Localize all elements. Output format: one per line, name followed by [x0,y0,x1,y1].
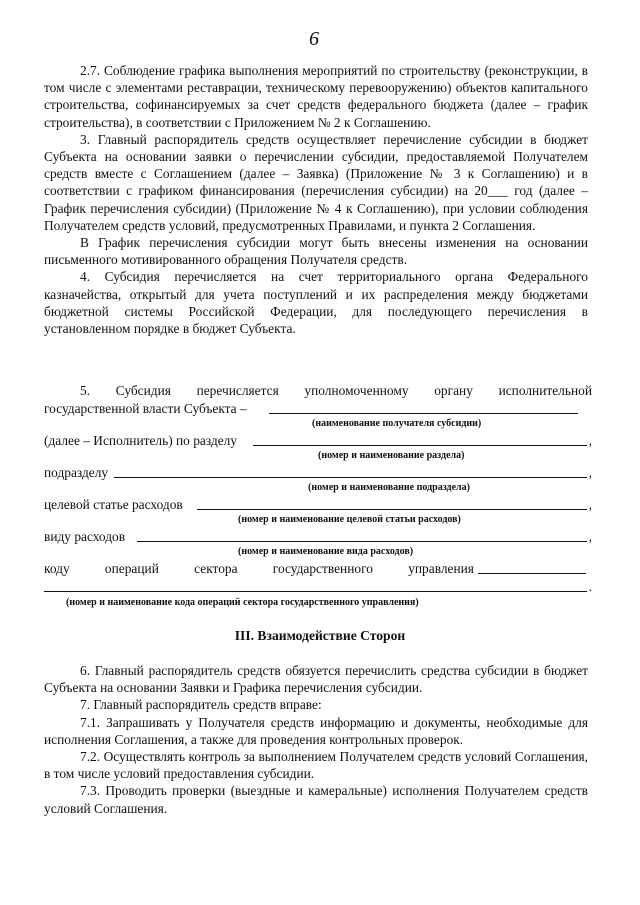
caption-subsection: (номер и наименование подраздела) [308,482,470,493]
type-comma: , [588,529,592,544]
target-blank [197,496,587,510]
code-words [44,560,474,577]
paragraphs-bottom [44,662,588,817]
subsection-field [44,464,592,481]
type-label: виду расходов [44,529,126,544]
code-blank-2 [44,578,587,592]
code-word-4: государственного [272,561,373,576]
subsection-comma: , [588,465,592,480]
paragraph-7-1: 7.1. Запрашивать у Получателя средств информацию и документы, необходимые для исполнения Соглашения, а также для проведения контрольных проверок. [44,714,588,747]
caption-type: (номер и наименование вида расходов) [238,546,414,557]
recipient-label: государственной власти Субъекта – [44,401,247,416]
paragraph-7-2: 7.2. Осуществлять контроль за выполнением Получателем средств условий Соглашения, в том числе условий предоставления субсидии. [44,749,588,782]
section-heading: III. Взаимодействие Сторон [234,628,406,643]
code-blank [478,560,586,574]
target-field [44,496,592,513]
paragraphs-top [44,62,588,337]
subsection-label: подразделу [44,465,109,480]
paragraph-5-line1: 5. Субсидия перечисляется уполномоченному органу исполнительной [80,383,592,398]
paragraph-4: 4. Субсидия перечисляется на счет территориального органа Федерального казначейства, открытый для учета поступлений и их распределения между бюджетами бюджетной системы Российской Федерации, для последующего перечисления в установленном порядке в бюджет Субъекта. [44,269,588,337]
code-word-1: коду [44,561,70,576]
paragraph-3: 3. Главный распорядитель средств осуществляет перечисление субсидии в бюджет Субъекта на основании заявки о перечислении субсидии, предоставляемой Получателем средств вместе с Соглашением (далее – Заявка) (Приложение № 3 к Соглашению) и в соответствии с графиком финансирования (перечисления субсидии) на 20___ год (далее – График перечисления субсидии) (Приложение № 4 к Соглашению), при условии соблюдения Получателем средств условий, предусмотренных Правилами, и пункта 2 Соглашения. [44,131,588,233]
subsection-blank [114,464,587,478]
paragraph-7: 7. Главный распорядитель средств вправе: [80,697,322,713]
caption-recipient: (наименование получателя субсидии) [312,418,482,429]
code-period: . [588,579,592,594]
section-comma: , [588,433,592,448]
caption-section: (номер и наименование раздела) [318,450,465,461]
caption-code: (номер и наименование кода операций сектора государственного управления) [66,597,419,608]
code-field-line2 [44,578,592,595]
section-blank [253,432,587,446]
type-field [44,528,592,545]
recipient-field [44,400,592,417]
target-comma: , [588,497,592,512]
section-label: (далее – Исполнитель) по разделу [44,433,238,448]
target-label: целевой статье расходов [44,497,183,512]
paragraph-6: 6. Главный распорядитель средств обязуется перечислить средства субсидии в бюджет Субъекта на основании Заявки и Графика перечисления субсидии. [44,663,588,696]
code-field [44,560,592,577]
page-number: 6 [309,28,319,50]
caption-target: (номер и наименование целевой статьи расходов) [238,514,461,525]
type-blank [137,528,587,542]
code-word-2: операций [104,561,159,576]
code-word-5: управления [408,561,474,576]
section-field [44,432,592,449]
recipient-blank [269,400,578,414]
code-word-3: сектора [194,561,238,576]
paragraph-schedule-changes: В График перечисления субсидии могут быть внесены изменения на основании письменного мотивированного обращения Получателя средств. [44,235,588,268]
paragraph-7-3: 7.3. Проводить проверки (выездные и камеральные) исполнения Получателем средств условий Соглашения. [44,783,588,816]
paragraph-2-7: 2.7. Соблюдение графика выполнения мероприятий по строительству (реконструкции, в том числе с элементами реставрации, техническому перевооружению) объектов капитального строительства, софинансируемых за счет средств федерального бюджета (далее – график строительства), в соответствии с Приложением № 2 к Соглашению. [44,63,588,130]
